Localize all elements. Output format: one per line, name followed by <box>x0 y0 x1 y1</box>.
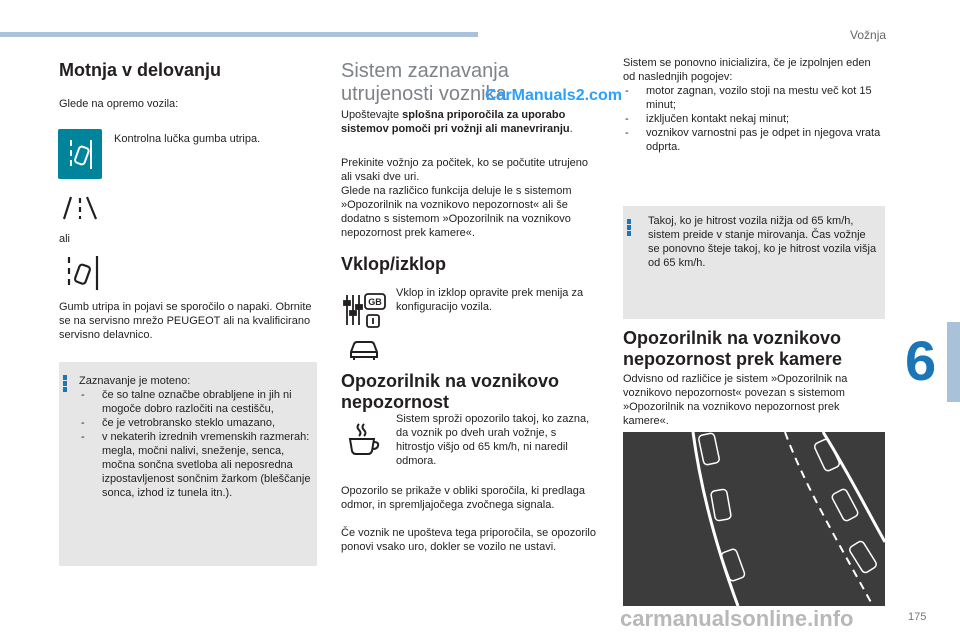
motnja-heading: Motnja v delovanju <box>59 60 222 80</box>
message-paragraph: Opozorilo se prikaže v obliki sporočila, ki predlaga odmor, in spremljajočega zvočnega signala. <box>341 485 585 511</box>
chapter-number: 6 <box>905 329 937 392</box>
page-number: 175 <box>908 611 927 623</box>
lane-departure-warning-icon <box>58 129 102 179</box>
section-label: Vožnja <box>850 28 887 42</box>
list-item: - motor zagnan, vozilo stoji na mestu več kot 15 minut; <box>623 84 885 112</box>
list-item: - če so talne označbe obrabljene in jih ni mogoče dobro razločiti na cestišču, <box>79 388 311 416</box>
watermark-bottom: carmanualsonline.info <box>620 606 854 631</box>
sistem-heading-line2: utrujenosti voznika <box>341 83 507 105</box>
control-light-text: Kontrolna lučka gumba utripa. <box>114 133 261 145</box>
settings-menu-icon <box>343 291 389 336</box>
car-icon <box>347 339 381 366</box>
info-stripe-icon <box>627 219 631 237</box>
road-illustration <box>623 432 885 606</box>
header-bar <box>0 32 478 37</box>
chapter-tab <box>947 322 960 402</box>
camera-heading <box>623 328 885 370</box>
note-title: Zaznavanje je moteno: <box>79 375 191 387</box>
reinit-intro: Sistem se ponovno inicializira, če je izpolnjen eden od naslednjih pogojev: <box>623 57 871 83</box>
recommendation-post: . <box>569 123 573 135</box>
or-text: ali <box>59 233 71 245</box>
car-swerving-icon <box>63 253 103 298</box>
coffee-cup-icon <box>345 422 381 461</box>
repeat-paragraph: Če voznik ne upošteva tega priporočila, se opozorilo ponovi vsako uro, dokler se vozilo ne ustavi. <box>341 527 596 553</box>
camera-paragraph: Odvisno od različice je sistem »Opozorilnik na voznikovo nepozornost« povezan s sistemom »Opozorilnik na voznikovo nepozornost prek kamere«. <box>623 373 848 427</box>
list-item: - izključen kontakt nekaj minut; <box>623 112 885 126</box>
speed-note-box <box>623 206 885 319</box>
opozorilnik-text: Sistem sproži opozorilo takoj, ko zazna, da voznik po dveh urah vožnje, s hitrostjo višjo od 65 km/h, ni naredil odmora. <box>396 413 590 467</box>
sistem-heading-line1: Sistem zaznavanja <box>341 60 509 82</box>
vklop-text: Vklop in izklop opravite prek menija za konfiguracijo vozila. <box>396 287 584 313</box>
opozorilnik-heading-line2: nepozornost <box>341 392 449 412</box>
watermark-top: CarManuals2.com <box>485 87 622 104</box>
version-paragraph: Glede na različico funkcija deluje le s sistemom »Opozorilnik na voznikovo nepozornost« ali še dodatno s sistemom »Opozorilnik na voznikovo nepozornost prek kamere«. <box>341 185 572 239</box>
opozorilnik-heading <box>341 371 601 413</box>
camera-heading-line2: nepozornost prek kamere <box>623 349 843 369</box>
recommendation-bold: splošna priporočila za uporabo sistemov pomoči pri vožnji ali manevriranju <box>341 109 570 135</box>
reinit-list <box>623 84 885 154</box>
note-box <box>59 362 317 566</box>
motnja-intro: Glede na opremo vozila: <box>59 98 179 110</box>
rest-paragraph: Prekinite vožnjo za počitek, ko se počutite utrujeno ali vsaki dve uri. <box>341 157 589 183</box>
info-stripe-icon <box>63 375 67 393</box>
note-list <box>79 388 311 500</box>
list-item: - voznikov varnostni pas je odpet in njegova vrata odprta. <box>623 126 885 154</box>
speed-note-text: Takoj, ko je hitrost vozila nižja od 65 km/h, sistem preide v stanje mirovanja. Čas vožnje se ponovno šteje takoj, ko je hitrost vozila višja od 65 km/h. <box>648 215 877 269</box>
list-item: - v nekaterih izrednih vremenskih razmerah: megla, močni nalivi, sneženje, senca, močna sončna svetloba ali neposredna izpostavljenost sončnim žarkom (bleščanje sonca, izhod iz tunela itn.). <box>79 430 311 500</box>
vklop-heading: Vklop/izklop <box>341 254 447 274</box>
motnja-paragraph: Gumb utripa in pojavi se sporočilo o napaki. Obrnite se na servisno mrežo PEUGEOT ali na kvalificirano servisno delavnico. <box>59 301 312 341</box>
recommendation-pre: Upoštevajte <box>341 109 403 121</box>
lane-markings-icon <box>61 195 99 226</box>
list-item: - če je vetrobransko steklo umazano, <box>79 416 311 430</box>
camera-heading-line1: Opozorilnik na voznikovo <box>623 328 842 348</box>
recommendation-paragraph <box>341 108 601 136</box>
gb-label: GB <box>368 297 382 307</box>
opozorilnik-heading-line1: Opozorilnik na voznikovo <box>341 371 560 391</box>
